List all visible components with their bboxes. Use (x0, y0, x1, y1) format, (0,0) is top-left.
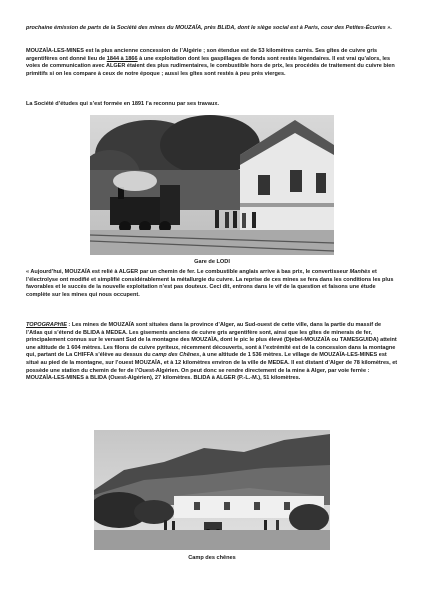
p1-text-b: à une exploitation dont les gaspillages de fonds sont restés légendaires. Il est vrai qu’alors, les voies de communication avec ALGER étaient des plus rudimentaires, le combustible hors de prix, les procédés de traitement du cuivre bien primitifs si on les compare à ceux de notre époque ; aussi les gîtes sont restés à peu près vierges. (26, 55, 395, 77)
p4-camp-des-chenes: camp des Chênes (152, 352, 200, 359)
p3-text-a: « Aujourd’hui, MOUZAÏA est relié à ALGER par un chemin de fer. Le combustible anglais arrive à bas prix, le convertisseur (26, 269, 350, 275)
topographie-label: TOPOGRAPHIE (26, 322, 67, 328)
paragraph-topographie (26, 322, 398, 383)
intro-text: prochaine émission de parts de la Société des mines du MOUZAÏA, près BLIDA, dont le siège social est à Paris, cour des Petites-Écuries ». (26, 25, 392, 31)
photo-camp-des-chenes (94, 430, 330, 550)
p1-text-a: MOUZAÏA-LES-MINES est la plus ancienne concession de l’Algérie ; son étendue est de 53 kilomètres carrés. Ses gîtes de cuivre gris argentifères ont donné lieu de (26, 48, 378, 62)
intro-paragraph (26, 25, 398, 33)
p3-convertisseur-name: Manhès (349, 269, 371, 275)
photo-gare-de-lodi (90, 115, 334, 255)
p2-text: La Société d’études qui s’est formée en 1891 l’a reconnu par ses travaux. (26, 101, 219, 107)
p4-text-a: : Les mines de MOUZAÏA sont situées dans la province d’Alger, au Sud-ouest de cette ville, dans la partie du massif de l’Atlas qui s’étend de BLIDA à MEDEA. Les gisements anciens de cuivre gris argentifère sont, ainsi que les gîtes de minerais de fer, principalement connus sur le versant Sud de la montagne des MOUZAÏA, dont le pic le plus élevé (Djebel-MOUZAÏA ou TAMESGUIDA) atteint une altitude de 1 604 mètres. Les filons de cuivre pyriteux, récemment découverts, sont à l’extrémité est de la concession dans la montagne qui, partant de La CHIFFA s’élève au dessus du (26, 322, 397, 359)
paragraph-chemin-de-fer (26, 269, 398, 299)
paragraph-mouzaia-history (26, 48, 398, 78)
p4-text-b: , à une altitude de 1 536 mètres. Le village de MOUZAÏA-LES-MINES est situé au pied de la montagne, sur l’ouest MOUZAÏA, et à 12 kilomètres environ de la ville de MEDEA. Il est distant d’Alger de 78 kilomètres, et possède une station du chemin de fer de l’Ouest-Algérien. On peut donc se rendre directement de la mine à Alger, par voie ferrée : MOUZAÏA-LES-MINES à BLIDA (Ouest-Algérien), 27 kilomètres. BLIDA à ALGER (P.-L.-M.), 51 kilomètres. (26, 352, 398, 382)
p1-date-range: 1844 à 1866 (106, 55, 138, 62)
p3-text-b: et l’électrolyse ont modifié et simplifié considérablement la métallurgie du cuivre. La reprise de ces mines se fera dans les conditions les plus favorables et le succès de la nouvelle exploitation n’est pas douteux. Ceci dit, entrons dans le vif de la question et faisons une étude complète sur les mines qui nous occupent. (26, 269, 394, 298)
camp-photo (94, 430, 330, 550)
caption-camp-des-chenes: Camp des chênes (188, 555, 236, 561)
train-station-photo (90, 115, 334, 255)
paragraph-societe-etudes (26, 101, 398, 109)
caption-gare-de-lodi: Gare de LODI (194, 259, 230, 265)
